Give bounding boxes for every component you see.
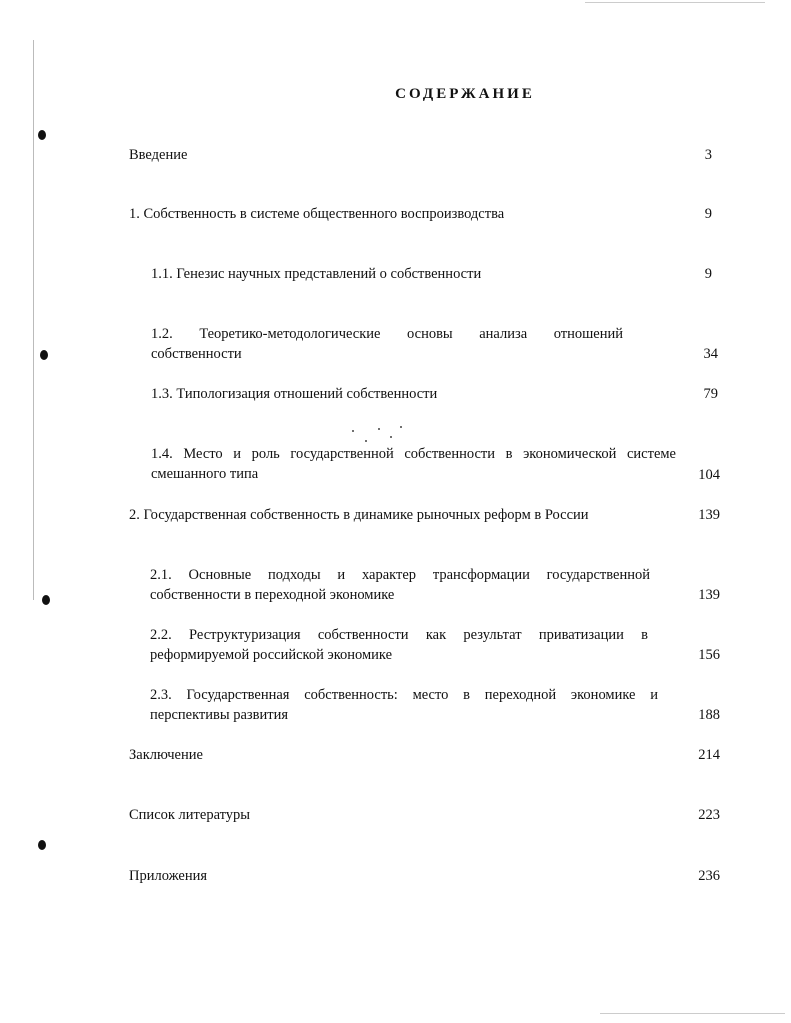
toc-entry-text: 2.2. Реструктуризация собственности как результат приватизации в реформируемой российской экономике [150,627,648,663]
toc-entry-page: 156 [698,647,720,663]
toc-entry-page: 139 [698,587,720,603]
scan-edge-line [600,1013,785,1014]
toc-entry-page: 9 [704,266,712,282]
toc-entry-page: 236 [698,868,720,884]
scan-speck [365,440,367,442]
toc-entry-text: Приложения [129,868,208,884]
toc-entry-text: Введение [129,147,188,163]
scan-edge-line [585,2,765,3]
toc-entry-text: Заключение [129,747,203,763]
page-title: СОДЕРЖАНИЕ [395,86,535,102]
toc-entry-text: 2.1. Основные подходы и характер трансформации государственной собственности в переходной экономике [150,567,650,603]
scan-hole-dot [38,840,46,850]
scan-hole-dot [42,595,50,605]
scan-speck [390,436,392,438]
scan-speck [352,430,354,432]
toc-entry-text: Список литературы [129,807,251,823]
scan-hole-dot [40,350,48,360]
scan-margin-line [33,40,34,600]
toc-entry-text: 2.3. Государственная собственность: место в переходной экономике и перспективы развития [150,687,658,723]
scan-speck [400,426,402,428]
toc-entry-text: 1.4. Место и роль государственной собственности в экономической системе смешанного типа [151,446,676,482]
toc-entry-text: 1. Собственность в системе общественного воспроизводства [129,206,505,222]
toc-entry-text: 1.1. Генезис научных представлений о собственности [151,266,482,282]
toc-entry-page: 3 [704,147,712,163]
toc-entry-text: 2. Государственная собственность в динамике рыночных реформ в России [129,507,589,523]
scan-hole-dot [38,130,46,140]
toc-entry-text: 1.3. Типологизация отношений собственности [151,386,438,402]
toc-entry-page: 104 [698,467,720,483]
toc-entry-text: 1.2. Теоретико-методологические основы анализа отношений собственности [151,326,623,362]
toc-entry-page: 34 [703,346,718,362]
toc-entry-page: 139 [698,507,720,523]
toc-entry-page: 9 [704,206,712,222]
toc-entry-page: 79 [703,386,718,402]
toc-entry-page: 214 [698,747,720,763]
toc-entry-page: 223 [698,807,720,823]
scan-speck [378,428,380,430]
toc-entry-page: 188 [698,707,720,723]
